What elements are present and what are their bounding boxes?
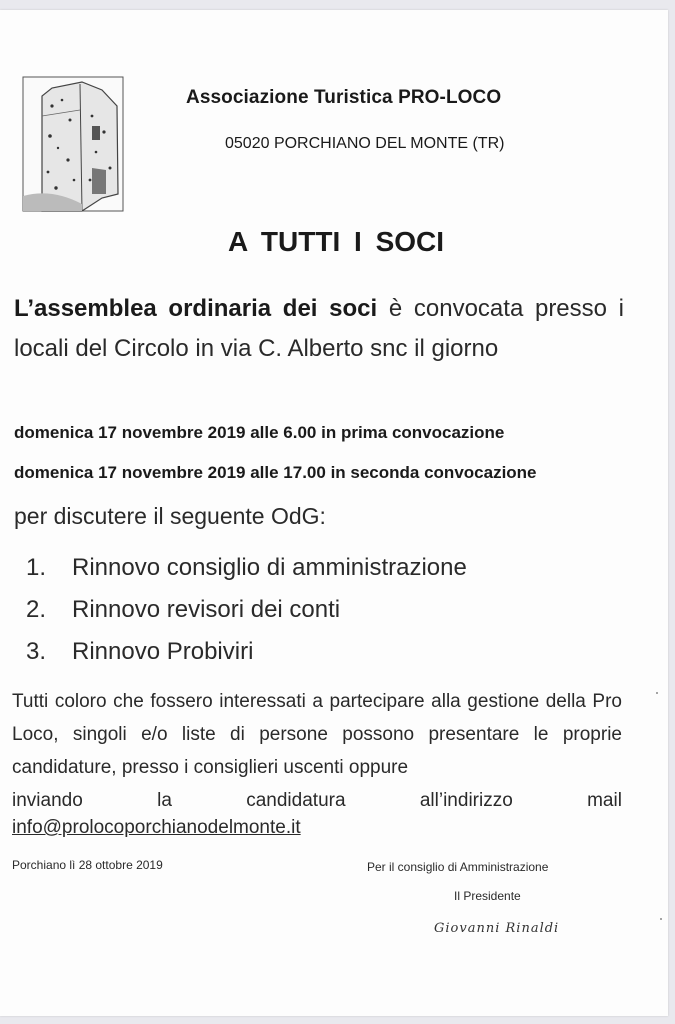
list-item — [26, 589, 467, 631]
organization-name: Associazione Turistica PRO-LOCO — [186, 87, 502, 108]
agenda-list — [26, 547, 467, 673]
closing-word: candidatura — [246, 790, 346, 811]
closing-word: all’indirizzo — [419, 790, 513, 811]
closing-word: mail — [587, 790, 622, 811]
email-link[interactable]: info@prolocoporchianodelmonte.it — [12, 817, 301, 838]
list-item-number: 2. — [26, 596, 47, 623]
first-convocation: domenica 17 novembre 2019 alle 6.00 in prima convocazione — [14, 423, 505, 442]
signatory-title: Il Presidente — [454, 889, 521, 903]
tower-drawing-icon — [22, 76, 124, 212]
organization-address: 05020 PORCHIANO DEL MONTE (TR) — [225, 135, 505, 152]
signatory-role: Per il consiglio di Amministrazione — [367, 860, 549, 874]
place-date: Porchiano lì 28 ottobre 2019 — [12, 858, 163, 872]
agenda-intro: per discutere il seguente OdG: — [14, 503, 326, 529]
closing-text: Tutti coloro che fossero interessati a partecipare alla gestione della Pro Loco, singoli e/o liste di persone possono presentare le proprie candidature, presso i consiglieri uscenti oppure — [12, 691, 622, 778]
second-convocation: domenica 17 novembre 2019 alle 17.00 in seconda convocazione — [14, 463, 537, 482]
closing-last-line — [12, 784, 622, 817]
intro-rest-text: è convocata presso i locali del Circolo in via C. Alberto snc il giorno — [14, 295, 625, 362]
closing-paragraph — [12, 685, 622, 817]
list-item-number: 3. — [26, 638, 47, 665]
signature: Giovanni Rinaldi — [434, 921, 560, 936]
closing-word: inviando — [12, 790, 83, 811]
list-item-text: Rinnovo consiglio di amministrazione — [72, 554, 467, 581]
document-page — [0, 10, 668, 1016]
list-item-number: 1. — [26, 554, 47, 581]
list-item — [26, 547, 467, 589]
scan-speck — [660, 918, 662, 920]
closing-word: la — [157, 790, 172, 811]
list-item-text: Rinnovo revisori dei conti — [72, 596, 341, 623]
list-item — [26, 631, 467, 673]
intro-bold-text: L’assemblea ordinaria dei soci — [14, 295, 378, 322]
intro-paragraph — [14, 289, 624, 369]
scan-speck — [656, 692, 658, 694]
list-item-text: Rinnovo Probiviri — [72, 638, 254, 665]
page-title: A TUTTI I SOCI — [227, 226, 445, 257]
